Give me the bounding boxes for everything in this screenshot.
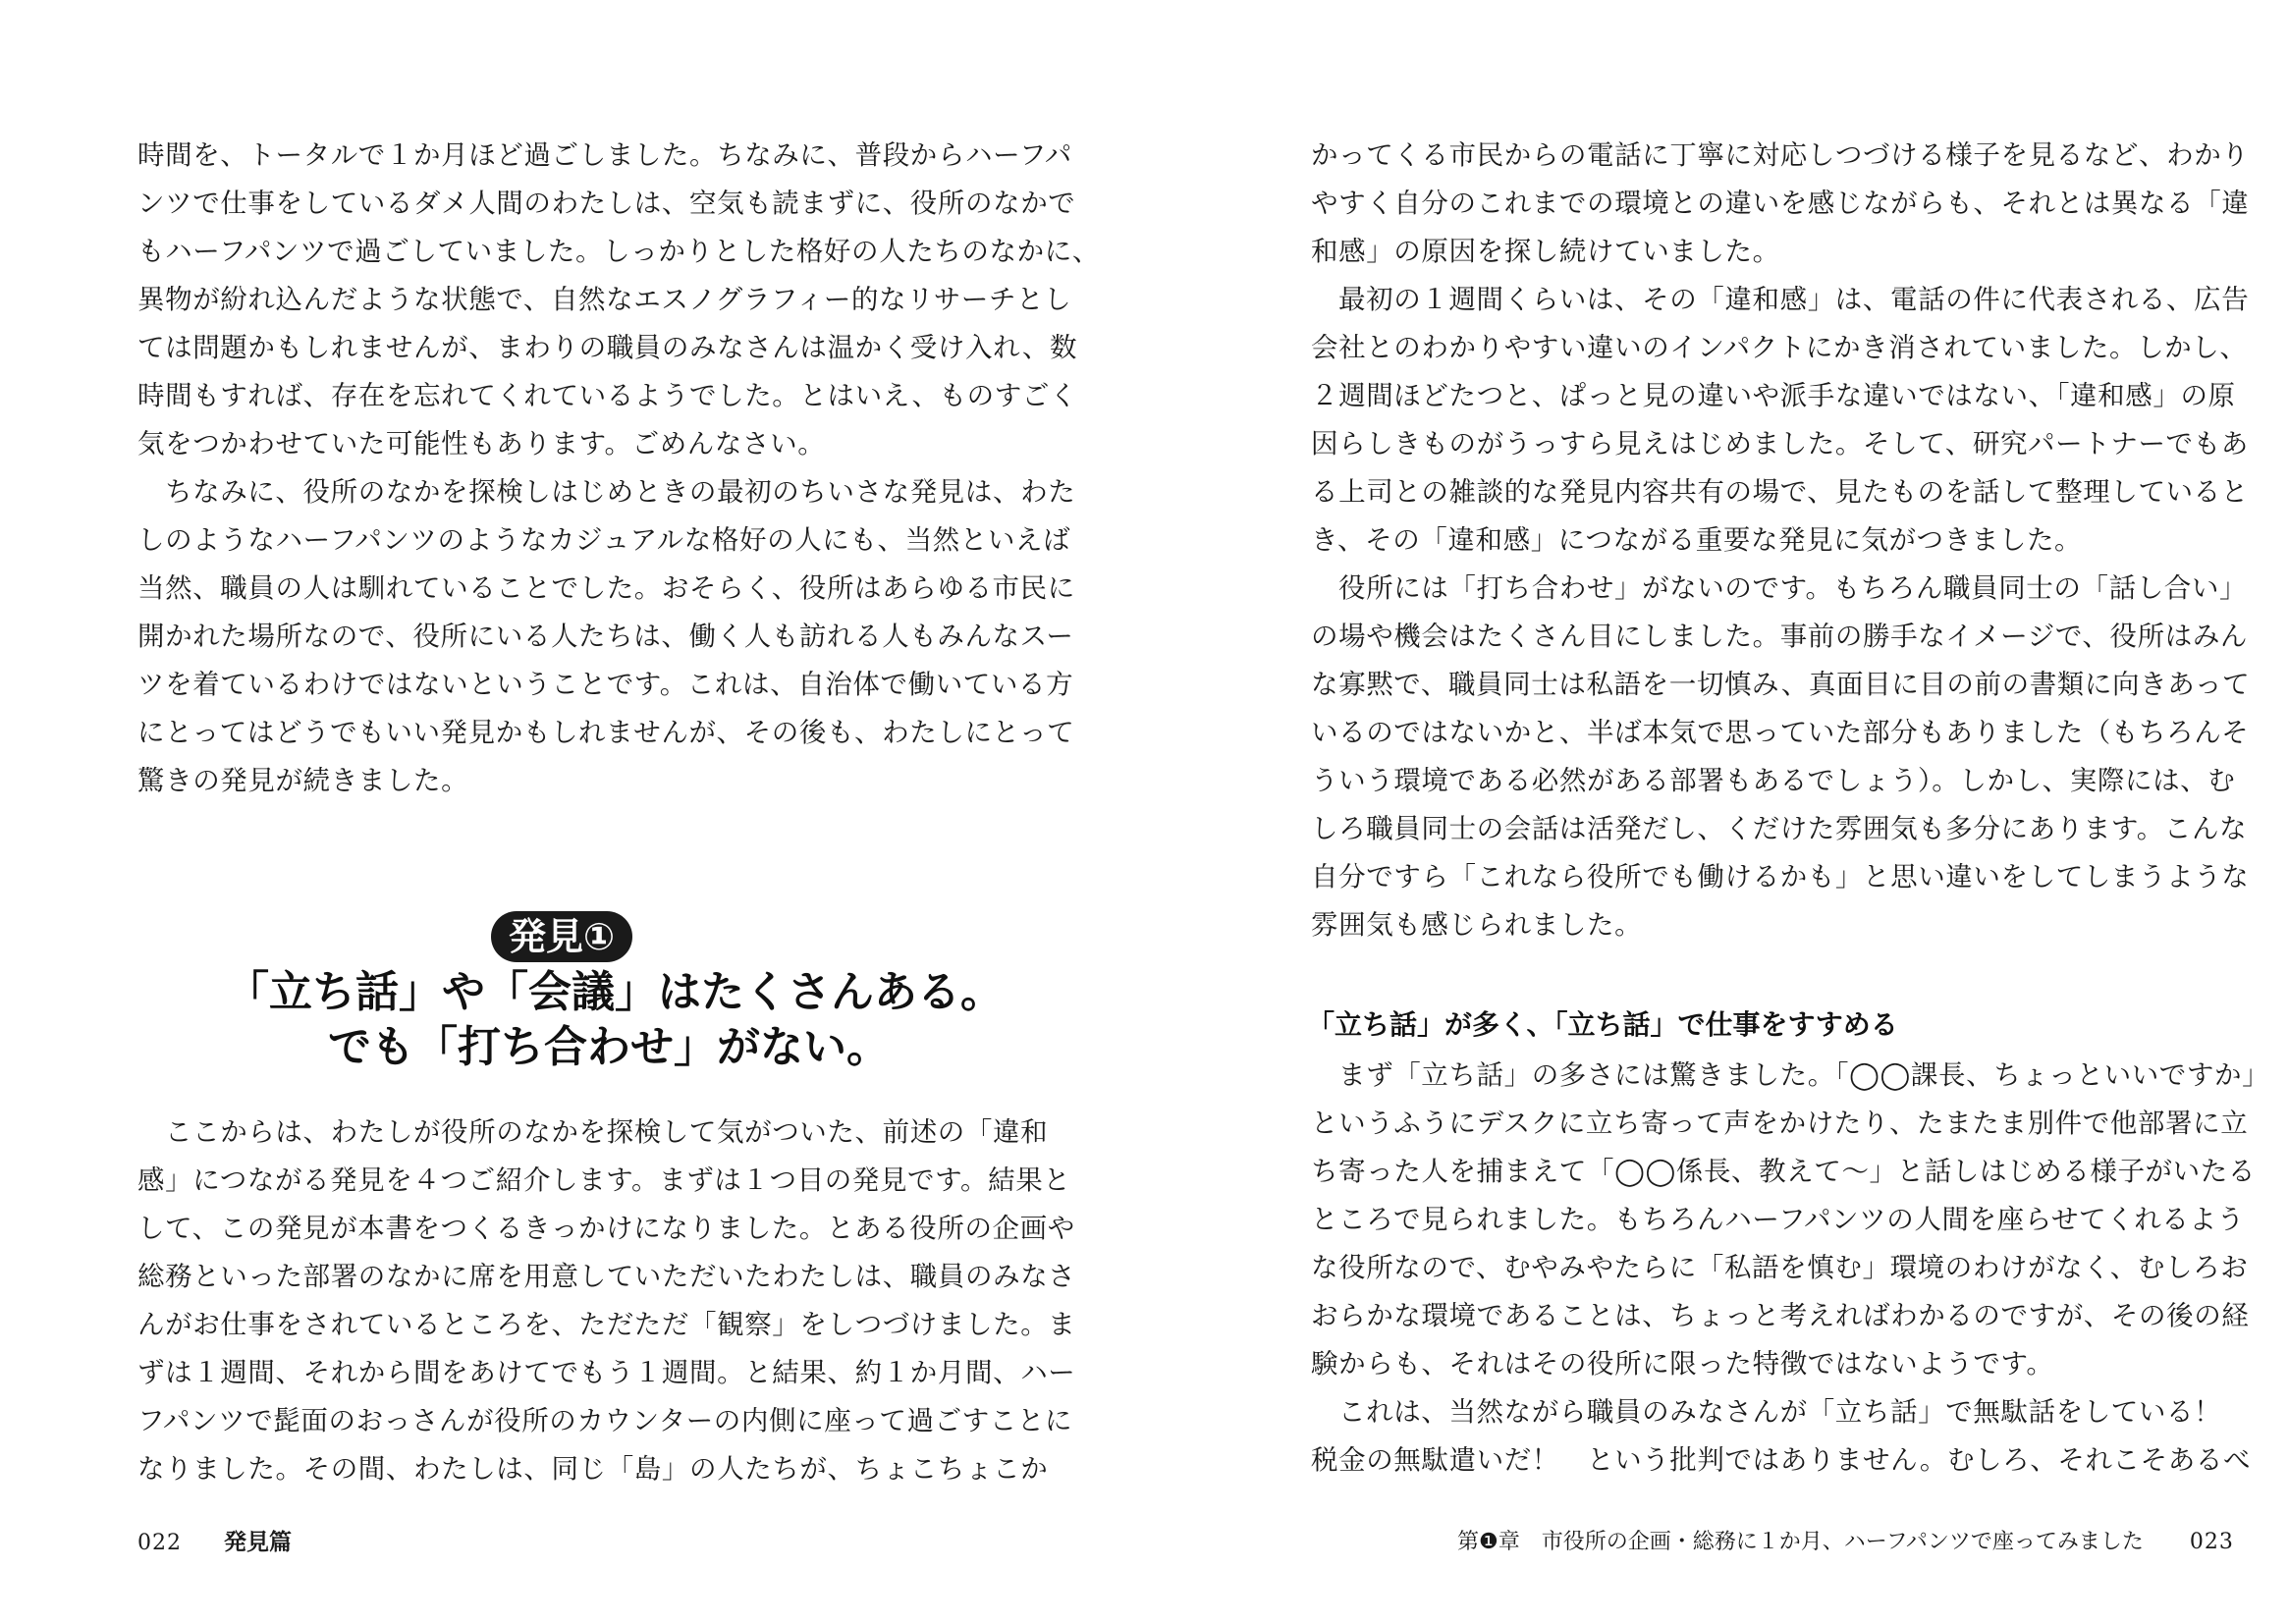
text-line: というふうにデスクに立ち寄って声をかけたり、たまたま別件で他部署に立 [1311, 1108, 2249, 1139]
subheading: 「立ち話」が多く、「立ち話」で仕事をすすめる [1307, 1008, 1898, 1041]
text-line: 雰囲気も感じられました。 [1311, 909, 1643, 941]
right-footer [1457, 1528, 2234, 1557]
section-label: 発見篇 [224, 1530, 292, 1555]
text-line: る上司との雑談的な発見内容共有の場で、見たものを話して整理していると [1311, 476, 2249, 508]
text-line: の場や機会はたくさん目にしました。事前の勝手なイメージで、役所はみん [1311, 621, 2249, 652]
text-line: ここからは、わたしが役所のなかを探検して気がついた、前述の「違和 [165, 1116, 1049, 1148]
page-number: 023 [2189, 1530, 2234, 1554]
text-line: して、この発見が本書をつくるきっかけになりました。とある役所の企画や [137, 1213, 1075, 1244]
text-line: な役所なので、むやみやたらに「私語を慎む」環境のわけがなく、むしろお [1311, 1252, 2249, 1283]
text-line: 異物が紛れ込んだような状態で、自然なエスノグラフィー的なリサーチとし [137, 284, 1072, 315]
section-heading-line-1: 「立ち話」や「会議」はたくさんある。 [226, 967, 1004, 1017]
text-line: ち寄った人を捕まえて「◯◯係長、教えて〜」と話しはじめる様子がいたる [1311, 1156, 2256, 1187]
text-line: 会社とのわかりやすい違いのインパクトにかき消されていました。しかし、 [1311, 332, 2248, 363]
text-line: 驚きの発見が続きました。 [137, 765, 469, 796]
text-line: な寡黙で、職員同士は私語を一切慎み、真面目に目の前の書類に向きあって [1311, 669, 2251, 700]
text-line: 総務といった部署のなかに席を用意していただいたわたしは、職員のみなさ [137, 1261, 1076, 1292]
text-line: 役所には「打ち合わせ」がないのです。もちろん職員同士の「話し合い」 [1338, 572, 2248, 604]
text-line: 験からも、それはその役所に限った特徴ではないようです。 [1311, 1348, 2054, 1380]
text-line: 当然、職員の人は馴れていることでした。おそらく、役所はあらゆる市民に [137, 572, 1075, 604]
text-line: しろ職員同士の会話は活発だし、くだけた雰囲気も多分にあります。こんな [1311, 813, 2248, 844]
discovery-badge: 発見① [491, 911, 632, 962]
text-line: 感」につながる発見を４つご紹介します。まずは１つ目の発見です。結果と [137, 1164, 1071, 1196]
text-line: にとってはどうでもいい発見かもしれませんが、その後も、わたしにとって [137, 717, 1075, 748]
text-line: んがお仕事をされているところを、ただただ「観察」をしつづけました。ま [137, 1309, 1076, 1340]
text-line: ういう環境である必然がある部署もあるでしょう）。しかし、実際には、む [1311, 765, 2236, 796]
text-line: ンツで仕事をしているダメ人間のわたしは、空気も読まずに、役所のなかで [137, 188, 1076, 219]
text-line: ずは１週間、それから間をあけてでもう１週間。と結果、約１か月間、ハー [137, 1357, 1076, 1388]
text-line: これは、当然ながら職員のみなさんが「立ち話」で無駄話をしている！ [1338, 1396, 2222, 1428]
page-number: 022 [137, 1531, 182, 1555]
left-page [0, 0, 1144, 1624]
text-line: おらかな環境であることは、ちょっと考えればわかるのですが、その後の経 [1311, 1300, 2250, 1331]
text-line: なりました。その間、わたしは、同じ「島」の人たちが、ちょこちょこか [137, 1453, 1049, 1485]
text-line: ツを着ているわけではないということです。これは、自治体で働いている方 [137, 669, 1074, 700]
text-line: 自分ですら「これなら役所でも働けるかも」と思い違いをしてしまうような [1311, 861, 2250, 893]
text-line: 因らしきものがうっすら見えはじめました。そして、研究パートナーでもあ [1311, 428, 2249, 460]
right-page [1145, 0, 2289, 1624]
text-line: しのようなハーフパンツのようなカジュアルな格好の人にも、当然といえば [137, 524, 1071, 556]
text-line: き、その「違和感」につながる重要な発見に気がつきました。 [1311, 524, 2083, 556]
text-line: かってくる市民からの電話に丁寧に対応しつづける様子を見るなど、わかり [1311, 139, 2250, 171]
text-line: まず「立ち話」の多さには驚きました。「◯◯課長、ちょっといいですか」 [1338, 1059, 2270, 1091]
text-line: ２週間ほどたつと、ぱっと見の違いや派手な違いではない、「違和感」の原 [1311, 380, 2236, 411]
text-line: 税金の無駄遣いだ！ という批判ではありません。むしろ、それこそあるべ [1311, 1444, 2252, 1476]
left-footer [137, 1528, 292, 1558]
text-line: 時間もすれば、存在を忘れてくれているようでした。とはいえ、ものすごく [137, 380, 1078, 411]
text-line: ちなみに、役所のなかを探検しはじめときの最初のちいさな発見は、わた [165, 476, 1076, 508]
text-line: 開かれた場所なので、役所にいる人たちは、働く人も訪れる人もみんなスー [137, 621, 1074, 652]
text-line: いるのではないかと、半ば本気で思っていた部分もありました（もちろんそ [1311, 717, 2250, 748]
text-line: 最初の１週間くらいは、その「違和感」は、電話の件に代表される、広告 [1338, 284, 2250, 315]
text-line: もハーフパンツで過ごしていました。しっかりとした格好の人たちのなかに、 [137, 236, 1100, 267]
text-line: ところで見られました。もちろんハーフパンツの人間を座らせてくれるよう [1311, 1204, 2245, 1235]
text-line: 時間を、トータルで１か月ほど過ごしました。ちなみに、普段からハーフパ [137, 139, 1072, 171]
chapter-label: 第❶章 市役所の企画・総務に１か月、ハーフパンツで座ってみました [1457, 1530, 2144, 1554]
text-line: 気をつかわせていた可能性もあります。ごめんなさい。 [137, 428, 826, 460]
text-line: フパンツで髭面のおっさんが役所のカウンターの内側に座って過ごすことに [137, 1405, 1073, 1436]
text-line: ては問題かもしれませんが、まわりの職員のみなさんは温かく受け入れ、数 [137, 332, 1078, 363]
text-line: やすく自分のこれまでの環境との違いを感じながらも、それとは異なる「違 [1311, 188, 2250, 219]
text-line: 和感」の原因を探し続けていました。 [1311, 236, 1780, 267]
section-heading-line-2: でも「打ち合わせ」がない。 [328, 1022, 890, 1072]
